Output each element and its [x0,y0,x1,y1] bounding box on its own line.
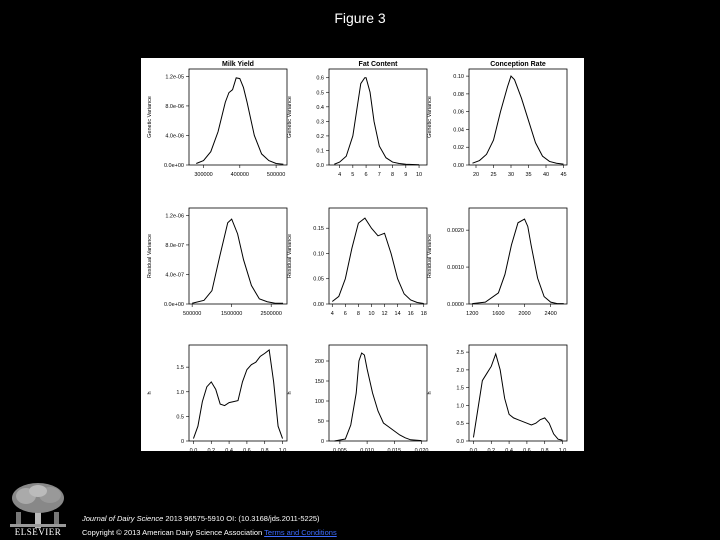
x-tick-label: 8 [356,311,360,317]
y-tick-label: 2.5 [456,350,464,357]
density-line [472,219,563,304]
y-axis-label: Residual Variance [427,233,433,279]
x-tick-label: 4 [330,311,334,317]
y-tick-label: 150 [314,379,324,385]
journal-name: Journal of Dairy Science [82,514,164,523]
y-tick-label: 0.10 [313,251,324,258]
x-tick-label: 2000 [518,311,531,317]
density-line [193,350,282,439]
y-tick-label: 1.0 [176,389,184,396]
y-tick-label: 2.0 [456,367,464,374]
page-title: Figure 3 [334,10,386,26]
y-tick-label: 0.6 [316,75,324,82]
x-tick-label: 10 [415,172,423,178]
plot-frame [329,345,427,441]
plot-panel [287,208,427,317]
y-axis-label: h [427,391,433,395]
x-tick-label: 6 [343,311,347,317]
x-tick-label: 9 [404,172,408,178]
x-tick-label: 12 [381,311,388,317]
y-tick-label: 0.10 [453,74,464,81]
x-tick-label: 0.2 [207,448,216,451]
plot-frame [469,69,567,165]
y-tick-label: 0.3 [316,119,324,126]
density-line [192,219,283,303]
citation-line [82,512,337,526]
figure-caption [82,512,337,540]
x-tick-label: 500000 [182,311,202,317]
density-line [334,353,421,441]
x-tick-label: 0.8 [540,448,549,451]
x-tick-label: 1600 [492,311,505,317]
x-tick-label: 1200 [466,311,479,317]
plot-panel [147,208,287,317]
y-tick-label: 4.0e-06 [165,133,184,140]
x-tick-label: 16 [407,311,414,317]
x-tick-label: 0.6 [243,448,251,451]
x-tick-label: 1500000 [220,311,243,317]
x-tick-label: 0.0 [469,448,478,451]
y-tick-label: 8.0e-07 [165,242,184,249]
x-tick-label: 0.6 [523,448,531,451]
y-tick-label: 0.06 [453,109,464,116]
density-line [473,354,562,440]
x-tick-label: 5 [351,172,355,178]
x-tick-label: 14 [394,311,401,317]
y-axis-label: Genetic Variance [427,96,433,138]
y-tick-label: 0.5 [176,414,184,421]
x-tick-label: 7 [377,172,381,178]
y-tick-label: 0.08 [453,91,464,98]
x-tick-label: 0.2 [487,448,496,451]
y-tick-label: 0.15 [313,226,324,233]
y-axis-label: Genetic Variance [147,96,153,138]
x-tick-label: 1.0 [278,448,287,451]
y-tick-label: 0.2 [316,133,324,140]
x-tick-label: 0.005 [333,448,347,451]
copyright-line [82,526,337,540]
x-tick-label: 400000 [230,172,249,178]
y-tick-label: 1.5 [456,385,464,392]
y-tick-label: 0.5 [456,421,464,428]
x-tick-label: 45 [560,172,567,178]
plot-panel [427,208,567,317]
plot-panel [287,61,427,178]
y-tick-label: 0.04 [453,127,464,134]
terms-link[interactable]: Terms and Conditions [264,528,337,537]
x-tick-label: 0.4 [225,448,233,451]
x-tick-label: 40 [542,172,550,178]
plot-panel [287,345,428,451]
y-tick-label: 200 [314,359,324,365]
citation-text: 2013 96575-5910 OI: (10.3168/jds.2011-5225) [165,514,320,523]
y-tick-label: 0.00 [453,163,464,169]
x-tick-label: 1.0 [558,448,567,451]
y-axis-label: h [287,391,293,395]
y-tick-label: 0 [180,439,184,445]
y-tick-label: 0.0010 [447,265,464,272]
logo-label: ELSEVIER [14,527,62,537]
y-tick-label: 0.02 [453,145,464,152]
plot-frame [329,208,427,304]
x-tick-label: 0.0 [189,448,198,451]
y-tick-label: 0.00 [313,302,324,308]
y-tick-label: 0.1 [316,148,324,155]
x-tick-label: 0.020 [414,448,429,451]
density-line [334,78,419,165]
y-tick-label: 0.4 [316,104,324,111]
x-tick-label: 10 [368,311,375,317]
y-tick-label: 1.5 [176,365,184,372]
y-tick-label: 0 [320,439,324,445]
figure-panel [141,58,584,451]
y-tick-label: 0.0000 [447,302,464,308]
x-tick-label: 8 [391,172,395,178]
y-tick-label: 0.0e+00 [163,163,184,169]
y-axis-label: Residual Variance [147,233,153,279]
x-tick-label: 30 [507,172,515,178]
y-tick-label: 0.05 [313,276,324,283]
y-axis-label: h [147,391,153,395]
plot-frame [189,345,287,441]
y-tick-label: 1.2e-06 [165,213,184,220]
y-tick-label: 0.0 [456,439,464,445]
plot-title: Fat Content [358,61,398,68]
y-tick-label: 50 [317,419,324,425]
plot-frame [469,345,567,441]
density-line [473,76,564,164]
plot-panel [147,345,287,451]
y-tick-label: 4.0e-07 [165,272,184,279]
x-tick-label: 0.4 [505,448,513,451]
plot-frame [189,208,287,304]
y-tick-label: 0.0e+00 [163,302,184,308]
x-tick-label: 18 [420,311,427,317]
y-tick-label: 1.2e-05 [165,74,184,81]
x-tick-label: 500000 [266,172,286,178]
density-line [196,78,283,164]
x-tick-label: 0.8 [260,448,269,451]
x-tick-label: 6 [364,172,368,178]
plot-title: Milk Yield [222,61,254,68]
y-axis-label: Residual Variance [287,233,293,279]
y-tick-label: 100 [314,399,324,405]
plot-panel [427,61,567,178]
y-axis-label: Genetic Variance [287,96,293,138]
y-tick-label: 0.0 [316,163,324,169]
y-tick-label: 8.0e-06 [165,103,184,110]
y-tick-label: 1.0 [456,403,464,410]
density-plots-grid [141,58,584,451]
x-tick-label: 35 [525,172,532,178]
x-tick-label: 20 [472,172,480,178]
x-tick-label: 2400 [544,311,557,317]
y-tick-label: 0.5 [316,90,324,97]
copyright-text: Copyright © 2013 American Dairy Science Association [82,528,263,537]
x-tick-label: 300000 [194,172,213,178]
plot-panel [427,345,567,451]
x-tick-label: 0.015 [387,448,402,451]
plot-frame [329,69,427,165]
x-tick-label: 4 [338,172,342,178]
density-line [332,218,423,303]
x-tick-label: 25 [490,172,497,178]
x-tick-label: 2500000 [260,311,282,317]
plot-title: Conception Rate [490,61,546,68]
y-tick-label: 0.0020 [447,228,464,235]
x-tick-label: 0.010 [360,448,374,451]
plot-frame [189,69,287,165]
plot-panel [147,61,287,178]
